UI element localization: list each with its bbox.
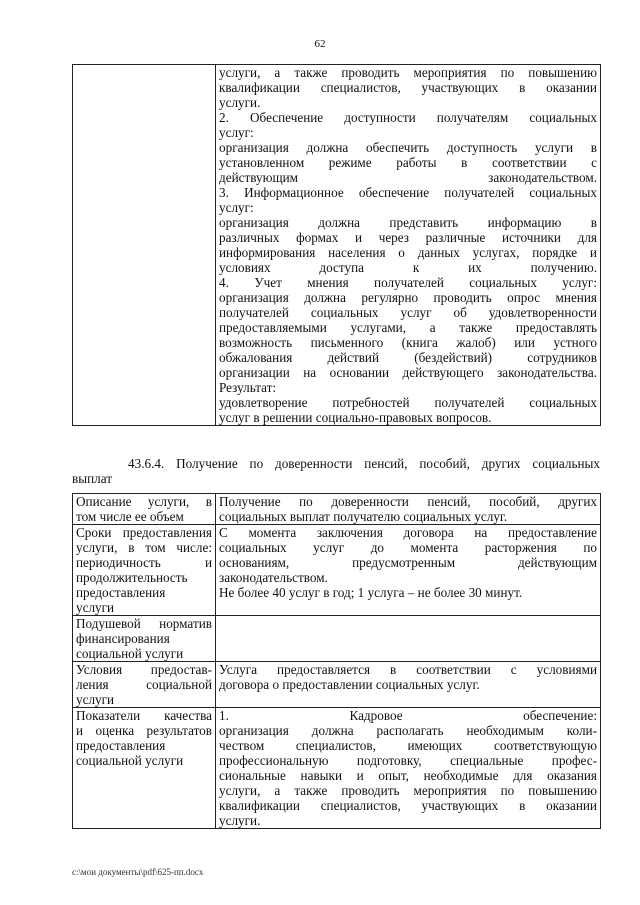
table-cell-left (73, 65, 216, 426)
value-text-line: профессиональную подготовку, специальные профес- (219, 753, 597, 768)
cell-text-line: услуг: (219, 200, 254, 215)
value-text-line: услуги. (219, 813, 261, 828)
heading-text-line: выплат (72, 471, 113, 486)
label-text-line: периодичность и (76, 555, 212, 570)
label-text-line: услуги, в том числе: (76, 540, 212, 555)
cell-text-line: услуги, а также проводить мероприятия по повышению (219, 65, 597, 80)
value-text-line: основаниям, предусмотренным действующим (219, 555, 597, 570)
label-text-line: том числе ее объем (76, 509, 184, 524)
table-cell-value (216, 525, 601, 616)
label-text-line: Описание услуги, в (76, 494, 212, 509)
cell-text-line: информирования населения о данных услугах, порядке и (219, 245, 597, 260)
table-row (73, 525, 601, 616)
label-text-line: социальной услуги (76, 646, 184, 661)
label-text-line: Сроки предоставления (76, 525, 212, 540)
value-text-line: законодательством. (219, 570, 328, 585)
label-text-line: ления социальной (76, 677, 212, 692)
value-text-line: Услуга предоставляется в соответствии с условиями (219, 662, 597, 677)
value-text-line: чеством специалистов, имеющих соответствующую (219, 738, 597, 753)
file-path-footer: c:\мои документы\pdf\625-пп.docx (72, 867, 204, 877)
label-text-line: предоставления (76, 738, 166, 753)
cell-text-line: условиях доступа к их получению. (219, 260, 597, 275)
label-text-line: предоставления (76, 585, 166, 600)
cell-text-line: услуг в решении социально-правовых вопросов. (219, 410, 492, 425)
table-row (73, 65, 601, 426)
table-cell-value (216, 494, 601, 525)
cell-text-line: организации на основании действующего законодательства. (219, 365, 597, 380)
table-row (73, 494, 601, 525)
value-text-line: Не более 40 услуг в год; 1 услуга – не более 30 минут. (219, 585, 523, 600)
cell-text-line: 2. Обеспечение доступности получателям социальных (219, 110, 597, 125)
cell-text-line: различных формах и через различные источники для (219, 230, 597, 245)
table-service-4364 (72, 493, 601, 829)
label-text-line: услуги (76, 692, 115, 707)
cell-text-line: 3. Информационное обеспечение получателей социальных (219, 185, 597, 200)
label-text-line: и оценка результатов (76, 723, 212, 738)
table-row (73, 708, 601, 829)
table-top-continuation (72, 64, 601, 426)
table-cell-label (73, 494, 216, 525)
cell-text-line: квалификации специалистов, участвующих в оказании (219, 80, 597, 95)
value-text-line: социальных выплат получателю социальных услуг. (219, 509, 508, 524)
value-text-line: 1. Кадровое обеспечение: (219, 708, 597, 723)
section-heading (72, 456, 600, 486)
heading-text-line: 43.6.4. Получение по доверенности пенсий, пособий, других социальных (128, 456, 600, 471)
table-cell-label (73, 708, 216, 829)
cell-text-line: организация должна обеспечить доступность услуги в (219, 140, 597, 155)
table-cell-value (216, 662, 601, 708)
cell-text-line: 4. Учет мнения получателей социальных услуг: (219, 275, 597, 290)
cell-text-line: услуг: (219, 125, 254, 140)
cell-text-line: установленном режиме работы в соответствии с (219, 155, 597, 170)
table-cell-label (73, 616, 216, 662)
label-text-line: Условия предостав- (76, 662, 212, 677)
table-cell-value (216, 708, 601, 829)
value-text-line: С момента заключения договора на предоставление (219, 525, 597, 540)
cell-text-line: предоставляемыми услугами, а также предоставлять (219, 320, 597, 335)
table-row (73, 662, 601, 708)
table-cell-label (73, 525, 216, 616)
value-text-line: сиональные навыки и опыт, необходимые для оказания (219, 768, 597, 783)
label-text-line: Подушевой норматив (76, 616, 212, 631)
cell-text-line: услуги. (219, 95, 261, 110)
cell-text-line: организация должна представить информацию в (219, 215, 597, 230)
value-text-line: квалификации специалистов, участвующих в оказании (219, 798, 597, 813)
cell-text-line: действующим законодательством. (219, 170, 597, 185)
table-row (73, 616, 601, 662)
table-cell-label (73, 662, 216, 708)
table-cell-value (216, 616, 601, 662)
label-text-line: Показатели качества (76, 708, 212, 723)
page-number: 62 (314, 38, 326, 50)
cell-text-line: возможность письменного (книга жалоб) или устного (219, 335, 597, 350)
label-text-line: социальной услуги (76, 753, 184, 768)
value-text-line: услуги, а также проводить мероприятия по повышению (219, 783, 597, 798)
cell-text-line: Результат: (219, 380, 277, 395)
cell-text-line: удовлетворение потребностей получателей социальных (219, 395, 597, 410)
value-text-line: социальных услуг до момента расторжения по (219, 540, 597, 555)
label-text-line: продолжительность (76, 570, 188, 585)
value-text-line: Получение по доверенности пенсий, пособий, других (219, 494, 597, 509)
label-text-line: услуги (76, 600, 115, 615)
value-text-line: организация должна располагать необходимым коли- (219, 723, 597, 738)
cell-text-line: получателей социальных услуг об удовлетворенности (219, 305, 597, 320)
value-text-line: договора о предоставлении социальных услуг. (219, 677, 480, 692)
label-text-line: финансирования (76, 631, 170, 646)
cell-text-line: обжалования действий (бездействий) сотрудников (219, 350, 597, 365)
table-cell-right (216, 65, 601, 426)
cell-text-line: организация должна регулярно проводить опрос мнения (219, 290, 597, 305)
